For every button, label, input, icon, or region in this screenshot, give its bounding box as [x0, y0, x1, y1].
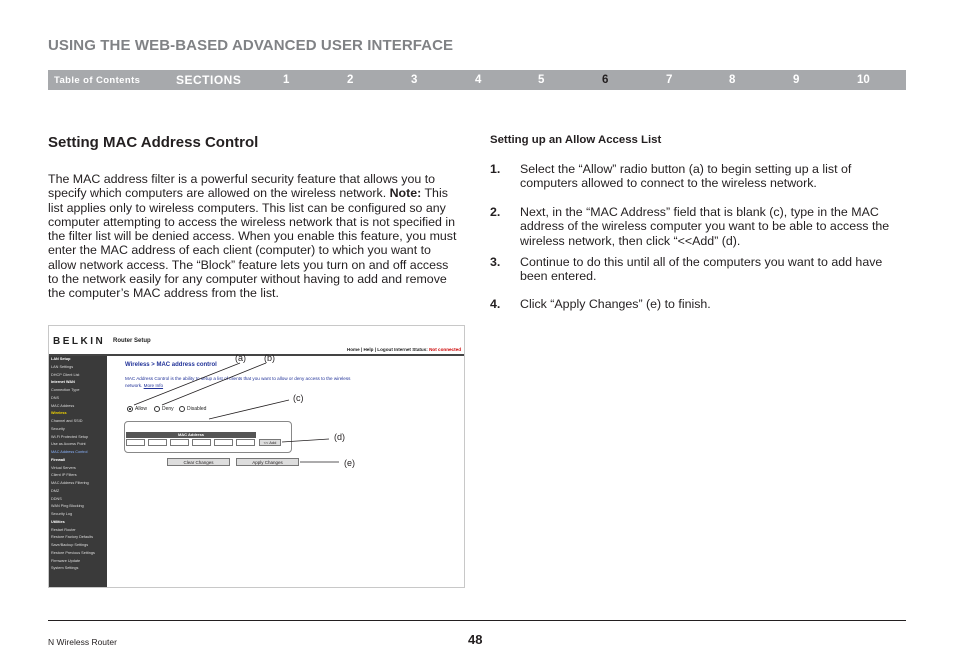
sidebar-item: Firewall	[51, 457, 66, 462]
header-links-text[interactable]: Home | Help | Logout Internet Status:	[346, 347, 430, 352]
router-setup-title: Router Setup	[113, 338, 151, 344]
apply-changes-button[interactable]: Apply Changes	[236, 458, 299, 466]
step-text: Continue to do this until all of the computers you want to add have been entered.	[520, 255, 883, 284]
sidebar-item[interactable]: DDNS	[51, 496, 62, 501]
sidebar-item[interactable]: Firmware Update	[51, 558, 81, 563]
sidebar-item[interactable]: MAC Address	[51, 403, 75, 408]
leader-line-d	[282, 439, 329, 442]
intro-paragraph	[48, 172, 460, 301]
section-heading: Setting MAC Address Control	[48, 134, 259, 151]
sidebar-item[interactable]: Virtual Servers	[51, 465, 76, 470]
callout-c: (c)	[293, 393, 304, 403]
sidebar-item: Internet WAN	[51, 380, 75, 385]
leader-line-c	[209, 400, 289, 419]
sidebar-item[interactable]: Security	[51, 426, 65, 431]
step-1	[490, 162, 906, 191]
footer-product-name: N Wireless Router	[48, 637, 117, 647]
allow-list-heading: Setting up an Allow Access List	[490, 134, 662, 146]
router-ui-screenshot	[48, 325, 465, 588]
sidebar-item[interactable]: MAC Address Control	[51, 450, 88, 454]
step-text: Select the “Allow” radio button (a) to begin setting up a list of computers allowed to connect to the wireless network.	[520, 162, 852, 191]
allow-label: Allow	[135, 406, 147, 412]
table-of-contents-link[interactable]: Table of Contents	[54, 75, 141, 86]
sidebar-item: Utilities	[51, 519, 65, 524]
footer-rule	[48, 620, 906, 621]
step-number: 1.	[490, 162, 501, 176]
step-4	[490, 297, 906, 311]
callout-leader-lines	[49, 326, 465, 588]
leader-line-b	[162, 363, 266, 405]
belkin-logo: BELKIN	[53, 336, 106, 347]
callout-b: (b)	[264, 353, 275, 363]
sidebar-item[interactable]: DHCP Client List	[51, 372, 80, 377]
note-label: Note:	[389, 186, 422, 201]
section-link-7[interactable]: 7	[666, 74, 673, 86]
section-nav-bar	[48, 70, 906, 90]
sidebar-item[interactable]: Use as Access Point	[51, 442, 86, 447]
sidebar-item[interactable]: Restart Router	[51, 527, 76, 532]
disabled-label: Disabled	[187, 406, 207, 412]
section-link-3[interactable]: 3	[411, 74, 418, 86]
sidebar-item[interactable]: Save/Backup Settings	[51, 543, 89, 547]
section-link-10[interactable]: 10	[857, 74, 870, 86]
sidebar-item[interactable]: Channel and SSID	[51, 419, 83, 423]
mac-table-header: MAC Address	[126, 432, 256, 438]
intro-text: The MAC address filter is a powerful security feature that allows you to specify which computers are allowed on the wireless network.	[48, 172, 436, 201]
callout-e: (e)	[344, 458, 355, 468]
section-link-4[interactable]: 4	[475, 74, 482, 86]
step-text: Next, in the “MAC Address” field that is blank (c), type in the MAC address of the wireless computer you want to be able to access the wireless network, then click “<<Add” (d).	[520, 205, 890, 248]
sidebar-item[interactable]: DMZ	[51, 488, 60, 493]
sidebar-item[interactable]: System Settings	[51, 566, 79, 571]
sidebar-item[interactable]: Restore Factory Defaults	[51, 535, 93, 540]
deny-label: Deny	[162, 406, 174, 412]
step-3	[490, 255, 906, 284]
step-number: 4.	[490, 297, 501, 311]
router-page-title: Wireless > MAC address control	[125, 362, 217, 368]
sidebar-item[interactable]: Wi-Fi Protected Setup	[51, 434, 89, 439]
leader-line-a	[134, 363, 240, 405]
sidebar-item[interactable]: Client IP Filters	[51, 473, 77, 478]
sidebar-item[interactable]: MAC Address Filtering	[51, 481, 89, 485]
callout-d: (d)	[334, 432, 345, 442]
section-link-8[interactable]: 8	[729, 74, 736, 86]
sections-label: SECTIONS	[176, 73, 242, 87]
step-text: Click “Apply Changes” (e) to finish.	[520, 297, 711, 311]
page-number: 48	[468, 632, 483, 647]
section-link-1[interactable]: 1	[283, 74, 290, 86]
note-text: This list applies only to wireless computers. This list can be configured so any computer attempting to access the wireless network that is not specified in the filter list will be denied access. When you enable this feature, you must enter the MAC address of each client (computer) to which you want to allow network access. The “Block” feature lets you turn on and off access to the network easily for any computer without having to add and remove the computer’s MAC address from the list.	[48, 186, 457, 301]
section-link-9[interactable]: 9	[793, 74, 800, 86]
add-button[interactable]: << Add	[259, 439, 281, 446]
sidebar-item[interactable]: LAN Settings	[51, 364, 74, 369]
sidebar-item[interactable]: Connection Type	[51, 388, 80, 392]
sidebar-item: LAN Setup	[51, 357, 71, 361]
sidebar-item[interactable]: Restore Previous Settings	[51, 550, 95, 555]
step-2	[490, 205, 906, 248]
section-link-5[interactable]: 5	[538, 74, 545, 86]
sidebar-item[interactable]: DNS	[51, 395, 60, 400]
more-info-link[interactable]: More Info	[143, 382, 164, 388]
sidebar-item[interactable]: Wireless	[51, 411, 67, 416]
sidebar-item[interactable]: WAN Ping Blocking	[51, 504, 84, 509]
clear-changes-button[interactable]: Clear Changes	[167, 458, 230, 466]
callout-a: (a)	[235, 353, 246, 363]
internet-status: Not connected	[429, 347, 461, 352]
sidebar-item[interactable]: Security Log	[51, 512, 73, 516]
section-link-6[interactable]: 6	[602, 74, 609, 86]
step-number: 2.	[490, 205, 501, 219]
description-text: MAC Address Control is the ability to setup a list of clients that you want to allow or deny access to the wireless network.	[125, 376, 351, 388]
section-link-2[interactable]: 2	[347, 74, 354, 86]
page-header-title: USING THE WEB-BASED ADVANCED USER INTERFACE	[48, 37, 454, 54]
step-number: 3.	[490, 255, 501, 269]
